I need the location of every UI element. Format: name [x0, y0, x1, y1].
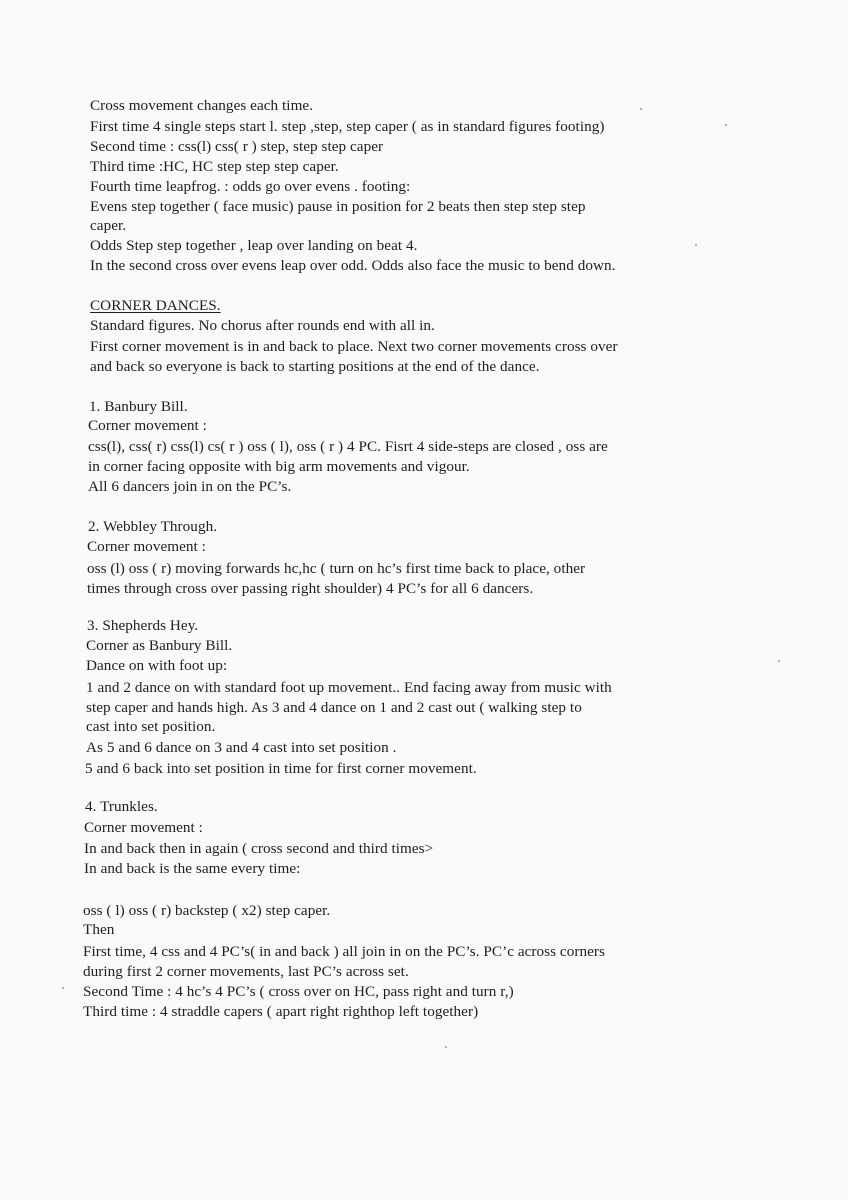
text-line: during first 2 corner movements, last PC’s across set. — [83, 963, 409, 980]
text-line: 1 and 2 dance on with standard foot up movement.. End facing away from music with — [86, 679, 612, 696]
text-line: Then — [83, 921, 115, 938]
scan-speck — [778, 660, 780, 662]
text-line: and back so everyone is back to starting positions at the end of the dance. — [90, 358, 540, 375]
text-line: First time 4 single steps start l. step ,step, step caper ( as in standard figures footing) — [90, 118, 605, 135]
text-line: css(l), css( r) css(l) cs( r ) oss ( l), oss ( r ) 4 PC. Fisrt 4 side-steps are closed , oss are — [88, 438, 608, 455]
text-line: In and back then in again ( cross second and third times> — [84, 840, 434, 857]
dance-title: 1. Banbury Bill. — [89, 398, 188, 415]
text-line: Dance on with foot up: — [86, 657, 228, 674]
dance-title: 4. Trunkles. — [85, 798, 158, 815]
text-line: Fourth time leapfrog. : odds go over evens . footing: — [90, 178, 411, 195]
text-line: Second time : css(l) css( r ) step, step step caper — [90, 138, 384, 155]
text-line: As 5 and 6 dance on 3 and 4 cast into set position . — [86, 739, 397, 756]
scan-speck — [62, 987, 64, 989]
text-line: cast into set position. — [86, 718, 216, 735]
text-line: times through cross over passing right shoulder) 4 PC’s for all 6 dancers. — [87, 580, 534, 597]
scan-speck — [640, 108, 642, 110]
dance-title: 3. Shepherds Hey. — [87, 617, 199, 634]
text-line: First corner movement is in and back to place. Next two corner movements cross over — [90, 338, 618, 355]
text-line: Corner as Banbury Bill. — [86, 637, 233, 654]
scan-speck — [725, 124, 727, 126]
text-line: Second Time : 4 hc’s 4 PC’s ( cross over on HC, pass right and turn r,) — [83, 983, 514, 1000]
text-line: Corner movement : — [87, 538, 206, 555]
text-line: First time, 4 css and 4 PC’s( in and back ) all join in on the PC’s. PC’c across corners — [83, 943, 605, 960]
text-line: Evens step together ( face music) pause in position for 2 beats then step step step — [90, 198, 586, 215]
text-line: oss (l) oss ( r) moving forwards hc,hc ( turn on hc’s first time back to place, other — [87, 560, 586, 577]
scan-speck — [695, 244, 697, 246]
text-line: Third time :HC, HC step step step caper. — [90, 158, 339, 175]
text-line: All 6 dancers join in on the PC’s. — [88, 478, 292, 495]
text-line: caper. — [90, 217, 127, 234]
text-line: 5 and 6 back into set position in time for first corner movement. — [85, 760, 477, 777]
dance-title: 2. Webbley Through. — [88, 518, 218, 535]
text-line: Odds Step step together , leap over landing on beat 4. — [90, 237, 418, 254]
text-line: Corner movement : — [88, 417, 207, 434]
text-line: Corner movement : — [84, 819, 203, 836]
scan-speck — [445, 1046, 447, 1048]
text-line: Third time : 4 straddle capers ( apart right righthop left together) — [83, 1003, 479, 1020]
text-line: Standard figures. No chorus after rounds end with all in. — [90, 317, 435, 334]
text-line: In and back is the same every time: — [84, 860, 301, 877]
text-line: In the second cross over evens leap over odd. Odds also face the music to bend down. — [90, 257, 616, 274]
text-line: Cross movement changes each time. — [90, 97, 314, 114]
text-line: oss ( l) oss ( r) backstep ( x2) step caper. — [83, 902, 331, 919]
section-heading: CORNER DANCES. — [90, 297, 221, 314]
text-line: in corner facing opposite with big arm movements and vigour. — [88, 458, 470, 475]
text-line: step caper and hands high. As 3 and 4 dance on 1 and 2 cast out ( walking step to — [86, 699, 582, 716]
